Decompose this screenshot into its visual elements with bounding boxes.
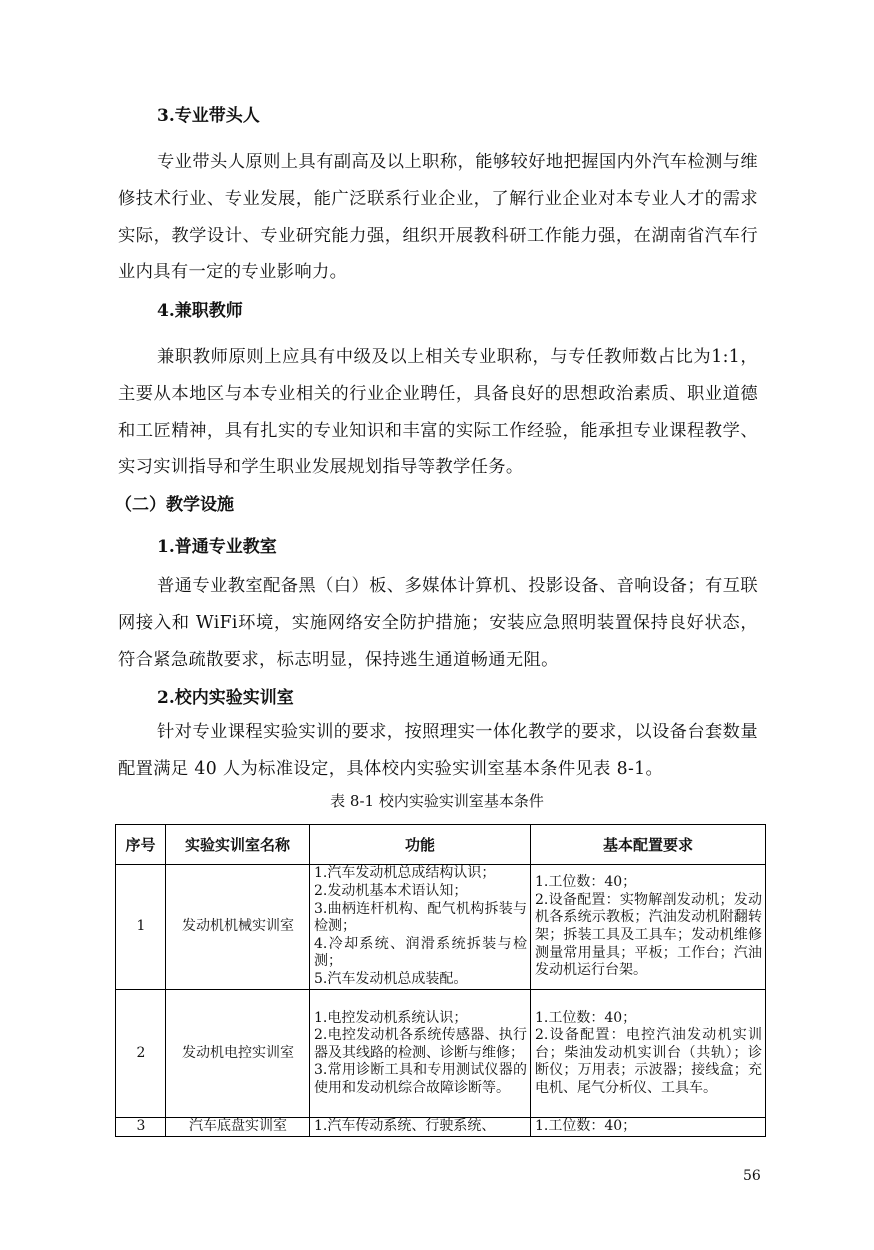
header-no: 序号: [116, 825, 166, 865]
cell-function: 1.汽车传动系统、行驶系统、: [310, 1118, 531, 1137]
part-2-title: （二）教学设施: [115, 495, 234, 515]
header-config: 基本配置要求: [531, 825, 766, 865]
table-caption: 表 8-1 校内实验实训室基本条件: [330, 792, 544, 810]
cell-name: 发动机电控实训室: [166, 990, 310, 1118]
cell-no: 1: [116, 865, 166, 990]
cell-name: 汽车底盘实训室: [166, 1118, 310, 1137]
table-row: [116, 1118, 766, 1137]
cell-config: 1.工位数：40； 2.设备配置：电控汽油发动机实训台；柴油发动机实训台（共轨）；诊断仪；万用表；示波器；接线盒；充电机、尾气分析仪、工具车。: [531, 990, 766, 1118]
cell-name: 发动机机械实训室: [166, 865, 310, 990]
lab-conditions-table: [115, 824, 766, 1137]
cell-no: 2: [116, 990, 166, 1118]
table-row: [116, 990, 766, 1118]
section-3-title: 3.专业带头人: [157, 106, 260, 126]
table-header-row: [116, 825, 766, 865]
cell-function: 1.汽车发动机总成结构认识； 2.发动机基本术语认知； 3.曲柄连杆机构、配气机构拆装与检测； 4.冷却系统、润滑系统拆装与检测； 5.汽车发动机总成装配。: [310, 865, 531, 990]
table-row: [116, 865, 766, 990]
facility-2-body: 针对专业课程实验实训的要求，按照理实一体化教学的要求，以设备台套数量配置满足 40 人为标准设定，具体校内实验实训室基本条件见表 8-1。: [118, 722, 758, 779]
header-name: 实验实训室名称: [166, 825, 310, 865]
facility-1-body: 普通专业教室配备黑（白）板、多媒体计算机、投影设备、音响设备；有互联网接入和 WiFi环境，实施网络安全防护措施；安装应急照明装置保持良好状态，符合紧急疏散要求，标志明显，保持逃生通道畅通无阻。: [118, 576, 758, 670]
facility-2-title: 2.校内实验实训室: [157, 688, 294, 708]
section-4-body: 兼职教师原则上应具有中级及以上相关专业职称，与专任教师数占比为1:1，主要从本地区与本专业相关的行业企业聘任，具备良好的思想政治素质、职业道德和工匠精神，具有扎实的专业知识和丰富的实际工作经验，能承担专业课程教学、实习实训指导和学生职业发展规划指导等教学任务。: [118, 347, 758, 478]
section-3-body: 专业带头人原则上具有副高及以上职称，能够较好地把握国内外汽车检测与维修技术行业、专业发展，能广泛联系行业企业，了解行业企业对本专业人才的需求实际，教学设计、专业研究能力强，组织开展教科研工作能力强，在湖南省汽车行业内具有一定的专业影响力。: [118, 152, 758, 283]
header-function: 功能: [310, 825, 531, 865]
cell-config: 1.工位数：40； 2.设备配置：实物解剖发动机；发动机各系统示教板；汽油发动机附翻转架；拆装工具及工具车；发动机维修测量常用量具；平板；工作台；汽油发动机运行台架。: [531, 865, 766, 990]
page-number: 56: [743, 1168, 761, 1184]
cell-function: 1.电控发动机系统认识； 2.电控发动机各系统传感器、执行器及其线路的检测、诊断与维修； 3.常用诊断工具和专用测试仪器的使用和发动机综合故障诊断等。: [310, 990, 531, 1118]
cell-config: 1.工位数：40；: [531, 1118, 766, 1137]
facility-1-title: 1.普通专业教室: [157, 537, 277, 557]
cell-no: 3: [116, 1118, 166, 1137]
section-4-title: 4.兼职教师: [157, 301, 243, 321]
